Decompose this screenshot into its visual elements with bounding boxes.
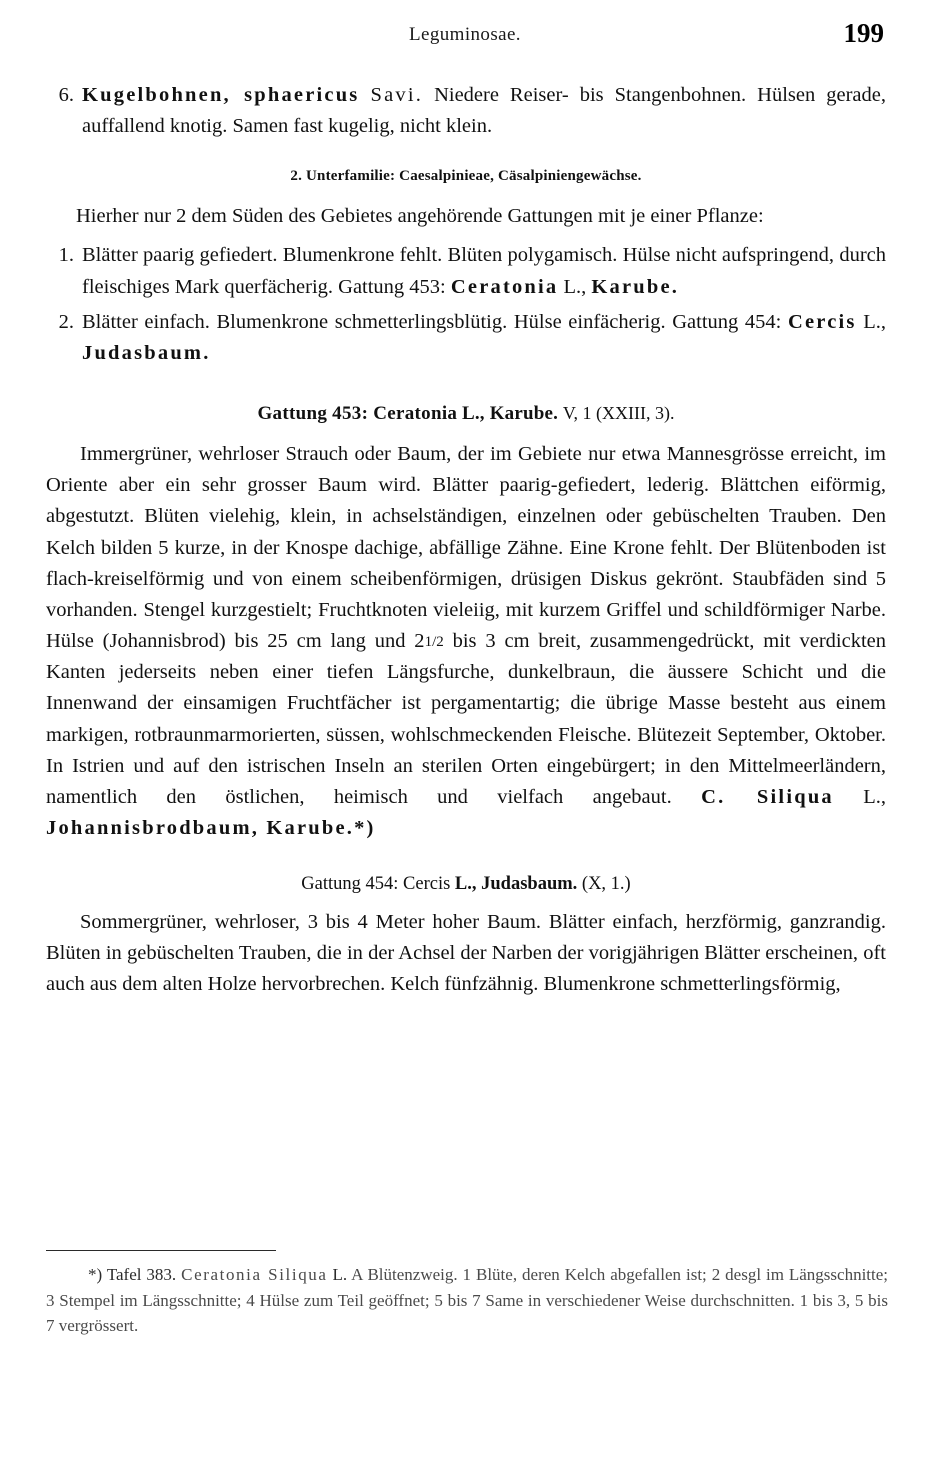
genus-453-text-a: Immergrüner, wehrloser Strauch oder Baum, der im Gebiete nur etwa Mannesgrösse erreicht, im Oriente aber ein sehr grosser Baum wird. Blätter paarig-gefiedert, lederig. Blättchen eiförmig, abgestutzt. Blüten vielehig, klein, in achselständigen, einzelnen oder gebüschelten Trauben. Den Kelch bilden 5 kurze, in der Knospe dachige, abfällige Zähne. Eine Krone fehlt. Der Blütenboden ist flach-kreiselförmig und von einem scheibenförmigen, drüsigen Diskus gekrönt. Staubfäden sind 5 vorhanden. Stengel kurzgestielt; Fruchtknoten vieleiig, mit kurzem Griffel und schildförmiger Narbe. Hülse (Johannisbrod) bis 25 cm lang und 2 [46, 443, 886, 653]
key-1-author: L., [563, 275, 587, 298]
genus-453-label: Gattung 453: Ceratonia [257, 403, 458, 425]
key-1-body: Blätter paarig gefiedert. Blumenkrone fehlt. Blüten polygamisch. Hülse nicht aufspringend, durch fleischiges Mark querfächerig. Gattung 453: [82, 244, 886, 298]
genus-453-species-author: L., [863, 785, 886, 808]
footnote-marker: *) [88, 1265, 103, 1284]
genus-454-text: Sommergrüner, wehrloser, 3 bis 4 Meter hoher Baum. Blätter einfach, herzförmig, ganzrandig. Blüten in gebüschelten Trauben, die in der Achsel der Narben der vorigjährigen Blätter erscheinen, oft auch aus dem alten Holze hervorbrechen. Kelch fünfzähnig. Blumenkrone schmetterlingsförmig, [46, 911, 886, 996]
footnote-rest: A Blütenzweig. 1 Blüte, deren Kelch abgefallen ist; 2 desgl im Längsschnitte; 3 Stempel im Längsschnitte; 4 Hülse zum Teil geöffnet; 5 bis 7 Same in verschiedener Weise durchschnitten. 1 bis 3, 5 bis 7 vergrössert. [46, 1265, 889, 1335]
genus-453-species-common: Johannisbrodbaum, Karube.*) [46, 816, 376, 839]
genus-453-fraction: 1/2 [424, 634, 444, 651]
subfamily-heading: 2. Unterfamilie: Caesalpinieae, Cäsalpiniengewächse. [290, 168, 642, 185]
entry-6-text [82, 80, 886, 142]
key-2-number: 2. [58, 310, 74, 333]
genus-453-citation: V, 1 (XXIII, 3). [562, 403, 675, 424]
genus-453-species-name: C. Siliqua [701, 785, 834, 808]
genus-454-heading [46, 874, 886, 895]
footnote [46, 1262, 888, 1339]
footnote-species: Ceratonia Siliqua [181, 1265, 328, 1284]
entry-6-name: Kugelbohnen, sphaericus [82, 84, 360, 106]
entry-6-number: 6. [58, 84, 74, 106]
key-1-common: Karube. [591, 275, 680, 298]
footnote-author: L. [332, 1265, 348, 1284]
footnote-plate: Tafel 383. [106, 1265, 177, 1284]
page-number: 199 [843, 18, 884, 48]
key-item-1 [46, 240, 886, 302]
page-header [0, 18, 930, 58]
genus-454-citation: (X, 1.) [581, 874, 631, 895]
key-item-2 [46, 307, 886, 369]
key-2-genus: Cercis [787, 310, 857, 333]
entry-6-author: Savi. [370, 84, 424, 106]
key-2-text [82, 307, 886, 369]
entry-6-description: Niedere Reiser- bis Stangenbohnen. Hülsen gerade, auffallend knotig. Samen fast kugelig, nicht klein. [82, 84, 886, 138]
key-1-number: 1. [58, 244, 74, 267]
genus-453-heading [46, 403, 886, 425]
genus-454-label: Gattung 454: Cercis [301, 874, 451, 895]
running-title: Leguminosae. [409, 24, 521, 45]
genus-454-paragraph [46, 907, 886, 1000]
genus-453-author: L., Karube. [461, 403, 559, 425]
footnote-rule [46, 1250, 276, 1251]
key-2-body: Blätter einfach. Blumenkrone schmetterlingsblütig. Hülse einfächerig. Gattung 454: [82, 310, 788, 333]
genus-453-text-b: bis 3 cm breit, zusammengedrückt, mit verdickten Kanten jederseits neben einer tiefen Längsfurche, dunkelbraun, die äussere Schicht und die Innenwand der einsamigen Fruchtfächer ist pergamentartig; die übrige Masse besteht aus einem markigen, rotbraunmarmorierten, süssen, wohlschmeckenden Fleische. Blütezeit September, Oktober. In Istrien und auf den istrischen Inseln an sterilen Orten eingebürgert; in den Mittelmeerländern, namentlich den östlichen, heimisch und vielfach angebaut. [46, 630, 886, 808]
key-1-text [82, 240, 886, 302]
key-2-common: Judasbaum. [82, 341, 211, 364]
key-1-genus: Ceratonia [450, 275, 559, 298]
page-content [46, 78, 886, 1001]
genus-454-author: L., Judasbaum. [454, 874, 578, 895]
intro-paragraph [46, 201, 886, 232]
entry-6 [46, 80, 886, 142]
key-2-author: L., [863, 310, 887, 333]
intro-text: Hierher nur 2 dem Süden des Gebietes angehörende Gattungen mit je einer Pflanze: [76, 205, 764, 228]
genus-453-paragraph [46, 439, 886, 844]
